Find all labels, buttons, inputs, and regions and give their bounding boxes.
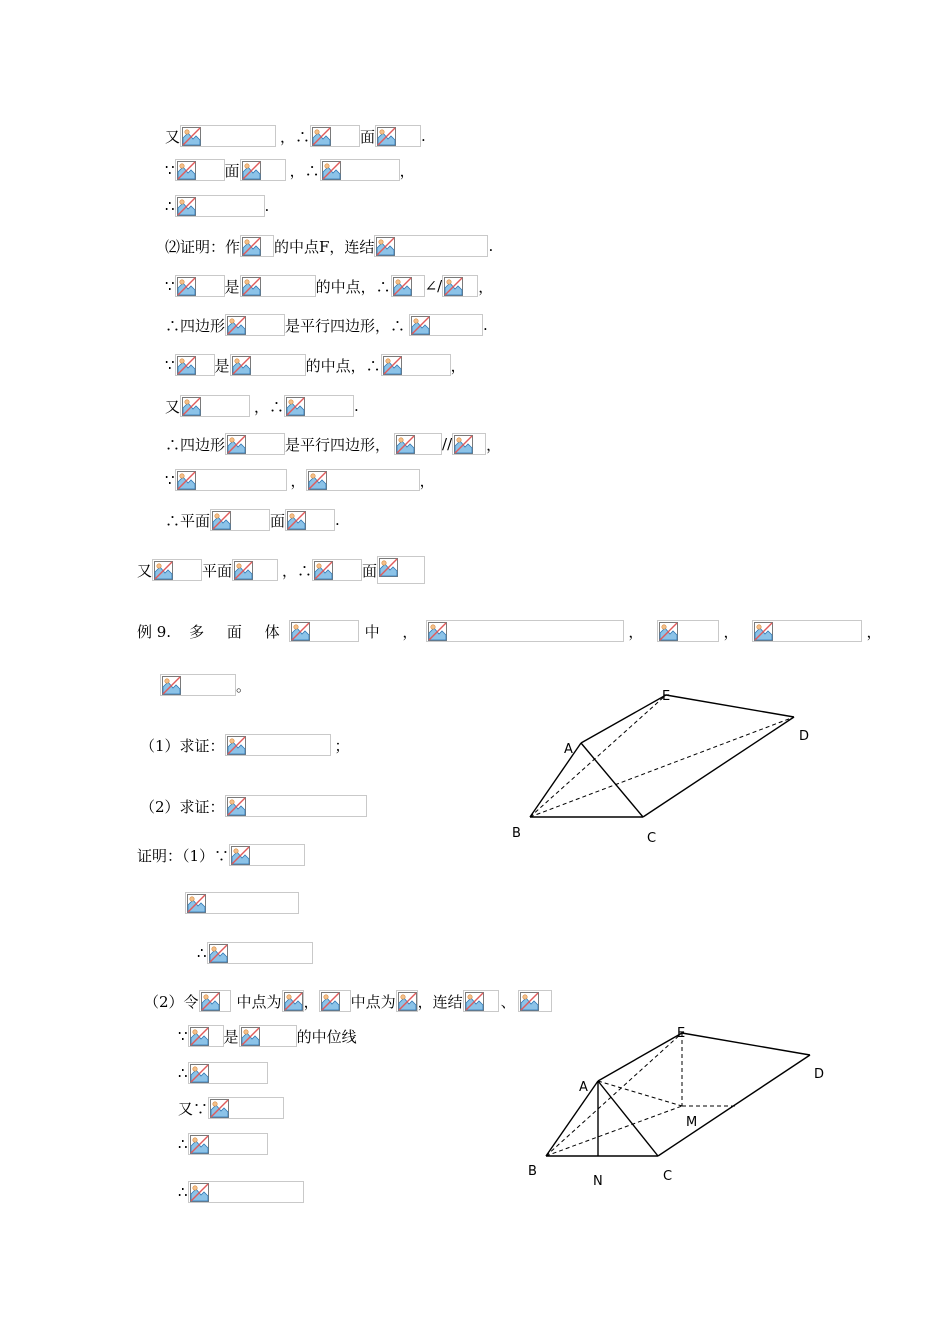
- broken-image-icon: [411, 316, 430, 335]
- broken-image-icon: [321, 992, 340, 1011]
- broken-image-icon: [190, 1064, 209, 1083]
- text: ∴四边形: [165, 316, 226, 335]
- broken-image-icon: [177, 277, 196, 296]
- formula-image: [225, 433, 285, 455]
- vertex-label-e: E: [677, 1026, 686, 1041]
- text: 平面: [202, 561, 233, 580]
- formula-image: [152, 559, 202, 581]
- text: 证明：（1）∵: [137, 846, 230, 865]
- text: ∴平面: [165, 511, 211, 530]
- broken-image-icon: [234, 561, 253, 580]
- broken-image-icon: [444, 277, 463, 296]
- text: ∴: [178, 1064, 188, 1082]
- vertex-label-a: A: [564, 742, 573, 757]
- text: .: [488, 237, 494, 255]
- text: ，: [478, 277, 494, 296]
- proof1-line-2: [185, 890, 299, 916]
- text: .: [264, 197, 270, 215]
- text: 面: [224, 161, 240, 180]
- formula-image: [518, 990, 552, 1012]
- broken-image-icon: [227, 736, 246, 755]
- broken-image-icon: [232, 356, 251, 375]
- text: ，: [866, 622, 882, 641]
- example9-statement-cont: [160, 672, 251, 698]
- broken-image-icon: [190, 1135, 209, 1154]
- text: .: [421, 127, 426, 145]
- broken-image-icon: [287, 511, 306, 530]
- text: ，∴: [254, 397, 285, 416]
- formula-image: [377, 556, 425, 584]
- formula-image: [188, 1025, 224, 1047]
- broken-image-icon: [182, 127, 201, 146]
- formula-image: [319, 990, 351, 1012]
- proof2b-line-1: [144, 988, 552, 1014]
- text: 面: [362, 561, 378, 580]
- polyhedron-figure-2: [520, 1020, 840, 1195]
- broken-image-icon: [454, 435, 473, 454]
- broken-image-icon: [376, 237, 395, 256]
- formula-image: [240, 159, 286, 181]
- text: 是: [214, 356, 230, 375]
- text: ⑵证明：作: [165, 237, 241, 256]
- broken-image-icon: [241, 1027, 260, 1046]
- text: ∵: [165, 277, 175, 295]
- formula-image: [210, 509, 270, 531]
- formula-image: [175, 159, 225, 181]
- formula-image: [180, 125, 276, 147]
- formula-image: [208, 1097, 284, 1119]
- text: .: [483, 316, 488, 334]
- text: 中点为: [350, 992, 396, 1011]
- proof2-line-2: [165, 273, 493, 299]
- formula-image: [160, 674, 236, 696]
- proof2-line-5: [165, 393, 359, 419]
- formula-image: [175, 275, 225, 297]
- point-label-n: N: [593, 1174, 603, 1189]
- broken-image-icon: [190, 1027, 209, 1046]
- text: ；: [334, 736, 350, 755]
- vertex-label-d: D: [814, 1067, 825, 1082]
- formula-image: [394, 433, 442, 455]
- broken-image-icon: [286, 397, 305, 416]
- broken-image-icon: [379, 558, 398, 577]
- text: ∴: [165, 197, 175, 215]
- text: ，: [450, 356, 466, 375]
- formula-image: [282, 990, 304, 1012]
- broken-image-icon: [242, 237, 261, 256]
- point-label-m: M: [686, 1115, 698, 1130]
- formula-image: [199, 990, 231, 1012]
- broken-image-icon: [398, 992, 417, 1011]
- broken-image-icon: [659, 622, 678, 641]
- formula-image: [240, 235, 274, 257]
- text: ，: [486, 435, 502, 454]
- text: 又: [165, 397, 181, 416]
- broken-image-icon: [396, 435, 415, 454]
- formula-image: [320, 159, 400, 181]
- formula-image: [175, 354, 215, 376]
- proof2b-line-2: [178, 1023, 357, 1049]
- text: 是平行四边形，: [285, 435, 391, 454]
- text: 、: [500, 992, 516, 1011]
- proof2-line-9: [137, 557, 425, 583]
- text: ，: [290, 471, 306, 490]
- text: 又: [165, 127, 181, 146]
- formula-image: [381, 354, 451, 376]
- formula-image: [185, 892, 299, 914]
- text: ，连结: [417, 992, 463, 1011]
- formula-image: [752, 620, 862, 642]
- broken-image-icon: [377, 127, 396, 146]
- vertex-label-c: C: [663, 1169, 673, 1184]
- formula-image: [225, 734, 331, 756]
- formula-image: [442, 275, 478, 297]
- formula-image: [180, 395, 250, 417]
- formula-image: [230, 354, 306, 376]
- broken-image-icon: [428, 622, 447, 641]
- broken-image-icon: [190, 1183, 209, 1202]
- broken-image-icon: [383, 356, 402, 375]
- proof2-line-7: [165, 467, 435, 493]
- text: 多 面 体: [189, 622, 289, 641]
- example9-statement: [137, 618, 881, 644]
- text: ∵: [178, 1027, 188, 1045]
- formula-image: [426, 620, 624, 642]
- formula-image: [229, 844, 305, 866]
- vertex-label-b: B: [528, 1164, 537, 1179]
- text: ，: [303, 992, 319, 1011]
- text: 是: [224, 277, 240, 296]
- formula-image: [207, 942, 313, 964]
- formula-image: [306, 469, 420, 491]
- polyhedron-figure-1: [500, 680, 830, 850]
- text: ∠/: [424, 277, 443, 295]
- text: 面: [360, 127, 376, 146]
- text: //: [442, 435, 453, 453]
- text: （1）求证：: [140, 736, 225, 755]
- formula-image: [175, 195, 265, 217]
- proof2-line-6: [165, 431, 501, 457]
- formula-image: [312, 559, 362, 581]
- vertex-label-b: B: [512, 826, 521, 841]
- broken-image-icon: [162, 676, 181, 695]
- broken-image-icon: [308, 471, 327, 490]
- question-2: [140, 793, 367, 819]
- broken-image-icon: [154, 561, 173, 580]
- vertex-label-a: A: [579, 1080, 588, 1095]
- broken-image-icon: [322, 161, 341, 180]
- proof2b-line-3: [178, 1060, 268, 1086]
- text: 又: [137, 561, 153, 580]
- formula-image: [310, 125, 360, 147]
- broken-image-icon: [227, 435, 246, 454]
- formula-image: [409, 314, 483, 336]
- text: ∴: [178, 1135, 188, 1153]
- broken-image-icon: [312, 127, 331, 146]
- broken-image-icon: [242, 161, 261, 180]
- text: ∵: [165, 161, 175, 179]
- formula-image: [289, 620, 359, 642]
- proof2b-line-5: [178, 1131, 268, 1157]
- text: ∴四边形: [165, 435, 226, 454]
- proof1-line-1: [137, 842, 305, 868]
- broken-image-icon: [177, 356, 196, 375]
- broken-image-icon: [187, 894, 206, 913]
- formula-image: [285, 509, 335, 531]
- text: ，: [399, 161, 415, 180]
- formula-image: [225, 795, 367, 817]
- text: ，∴: [289, 161, 320, 180]
- text: 中点为: [236, 992, 282, 1011]
- formula-image: [175, 469, 287, 491]
- formula-image: [463, 990, 499, 1012]
- formula-image: [239, 1025, 297, 1047]
- proof2b-line-6: [178, 1179, 304, 1205]
- broken-image-icon: [182, 397, 201, 416]
- broken-image-icon: [754, 622, 773, 641]
- text: ，: [628, 622, 644, 641]
- text: .: [335, 511, 340, 529]
- formula-image: [188, 1181, 304, 1203]
- broken-image-icon: [291, 622, 310, 641]
- text: 又∵: [178, 1099, 209, 1118]
- formula-image: [225, 314, 285, 336]
- text: （2）求证：: [140, 797, 225, 816]
- text: ，∴: [282, 561, 313, 580]
- broken-image-icon: [177, 197, 196, 216]
- broken-image-icon: [520, 992, 539, 1011]
- formula-image: [232, 559, 278, 581]
- example-label: 例 9.: [137, 622, 172, 641]
- formula-image: [396, 990, 418, 1012]
- text: 是平行四边形，∴: [285, 316, 406, 335]
- formula-image: [375, 125, 421, 147]
- broken-image-icon: [177, 471, 196, 490]
- text: ∴: [178, 1183, 188, 1201]
- broken-image-icon: [177, 161, 196, 180]
- formula-image: [657, 620, 719, 642]
- text: ∵: [165, 356, 175, 374]
- text: 面: [270, 511, 286, 530]
- vertex-label-c: C: [647, 831, 657, 846]
- formula-image: [188, 1062, 268, 1084]
- formula-image: [188, 1133, 268, 1155]
- text: ∴: [197, 944, 207, 962]
- broken-image-icon: [227, 316, 246, 335]
- proof2b-line-4: [178, 1095, 284, 1121]
- text: ，: [723, 622, 739, 641]
- proof2-line-8: [165, 507, 340, 533]
- broken-image-icon: [231, 846, 250, 865]
- text: 的中点F，连结: [274, 237, 375, 256]
- formula-image: [374, 235, 488, 257]
- formula-image: [284, 395, 354, 417]
- broken-image-icon: [314, 561, 333, 580]
- broken-image-icon: [210, 1099, 229, 1118]
- text: 的中点，∴: [315, 277, 391, 296]
- text: .: [354, 397, 359, 415]
- text: 是: [223, 1027, 239, 1046]
- broken-image-icon: [209, 944, 228, 963]
- broken-image-icon: [465, 992, 484, 1011]
- proof-line-3: [165, 193, 269, 219]
- proof-line-2: [165, 157, 415, 183]
- proof-line-1: [165, 123, 426, 149]
- vertex-label-d: D: [799, 729, 810, 744]
- text: ∵: [165, 471, 175, 489]
- formula-image: [240, 275, 316, 297]
- broken-image-icon: [201, 992, 220, 1011]
- text: 的中位线: [296, 1027, 357, 1046]
- text: ，: [419, 471, 435, 490]
- vertex-label-e: E: [662, 689, 671, 704]
- broken-image-icon: [284, 992, 303, 1011]
- text: （2）令: [144, 992, 199, 1011]
- broken-image-icon: [393, 277, 412, 296]
- proof1-line-3: [197, 940, 313, 966]
- broken-image-icon: [212, 511, 231, 530]
- broken-image-icon: [242, 277, 261, 296]
- text: ，∴: [280, 127, 311, 146]
- formula-image: [391, 275, 425, 297]
- text: 。: [236, 676, 252, 695]
- broken-image-icon: [227, 797, 246, 816]
- proof2-line-3: [165, 312, 488, 338]
- text: 中 ，: [364, 622, 427, 641]
- question-1: [140, 732, 350, 758]
- proof2-line-1: [165, 233, 493, 259]
- proof2-line-4: [165, 352, 466, 378]
- text: 的中点，∴: [305, 356, 381, 375]
- formula-image: [452, 433, 486, 455]
